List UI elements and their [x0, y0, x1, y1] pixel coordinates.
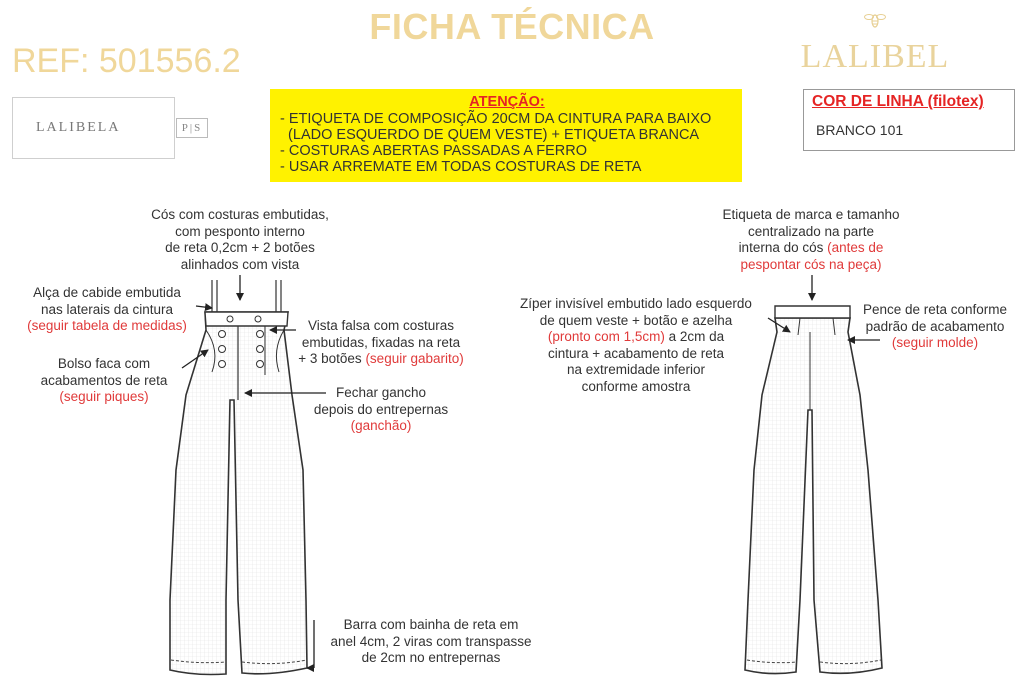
attention-line: - USAR ARREMATE EM TODAS COSTURAS DE RETA	[280, 159, 642, 175]
note-zipper: Zíper invisível embutido lado esquerdo de quem veste + botão e azelha (pronto com 1,5cm) a 2cm da cintura + acabamento de reta na extremidade inferior conforme amostra	[520, 296, 752, 394]
thread-color-value: BRANCO 101	[816, 122, 904, 138]
page-title: FICHA TÉCNICA	[369, 6, 655, 47]
note-hanger: Alça de cabide embutida nas laterais da cintura (seguir tabela de medidas)	[27, 285, 187, 333]
attention-line: - ETIQUETA DE COMPOSIÇÃO 20CM DA CINTURA PARA BAIXO	[280, 111, 712, 127]
thread-color-title: COR DE LINHA (filotex)	[812, 93, 984, 110]
note-hem: Barra com bainha de reta em anel 4cm, 2 viras com transpasse de 2cm no entrepernas	[330, 617, 532, 665]
note-fly: Vista falsa com costuras embutidas, fixadas na reta + 3 botões (seguir gabarito)	[298, 318, 464, 366]
note-dart: Pence de reta conforme padrão de acabamento (seguir molde)	[862, 302, 1008, 350]
attention-line: (LADO ESQUERDO DE QUEM VESTE) + ETIQUETA BRANCA	[280, 127, 700, 143]
note-pocket: Bolso faca com acabamentos de reta (seguir piques)	[40, 356, 168, 404]
note-label: Etiqueta de marca e tamanho centralizado na parte interna do cós (antes de pespontar cós na peça)	[722, 207, 900, 272]
note-waistband: Cós com costuras embutidas, com pesponto interno de reta 0,2cm + 2 botões alinhados com vista	[151, 207, 329, 272]
logo-name: LALIBELA	[36, 120, 121, 135]
logo-badge: P|S	[176, 118, 208, 138]
reference-code: REF: 501556.2	[12, 42, 241, 80]
note-hook: Fechar gancho depois do entrepernas (ganchão)	[313, 385, 449, 433]
attention-heading: ATENÇÃO:	[469, 94, 545, 110]
attention-line: - COSTURAS ABERTAS PASSADAS A FERRO	[280, 143, 587, 159]
brand-logo-text: LALIBEL	[800, 38, 950, 75]
